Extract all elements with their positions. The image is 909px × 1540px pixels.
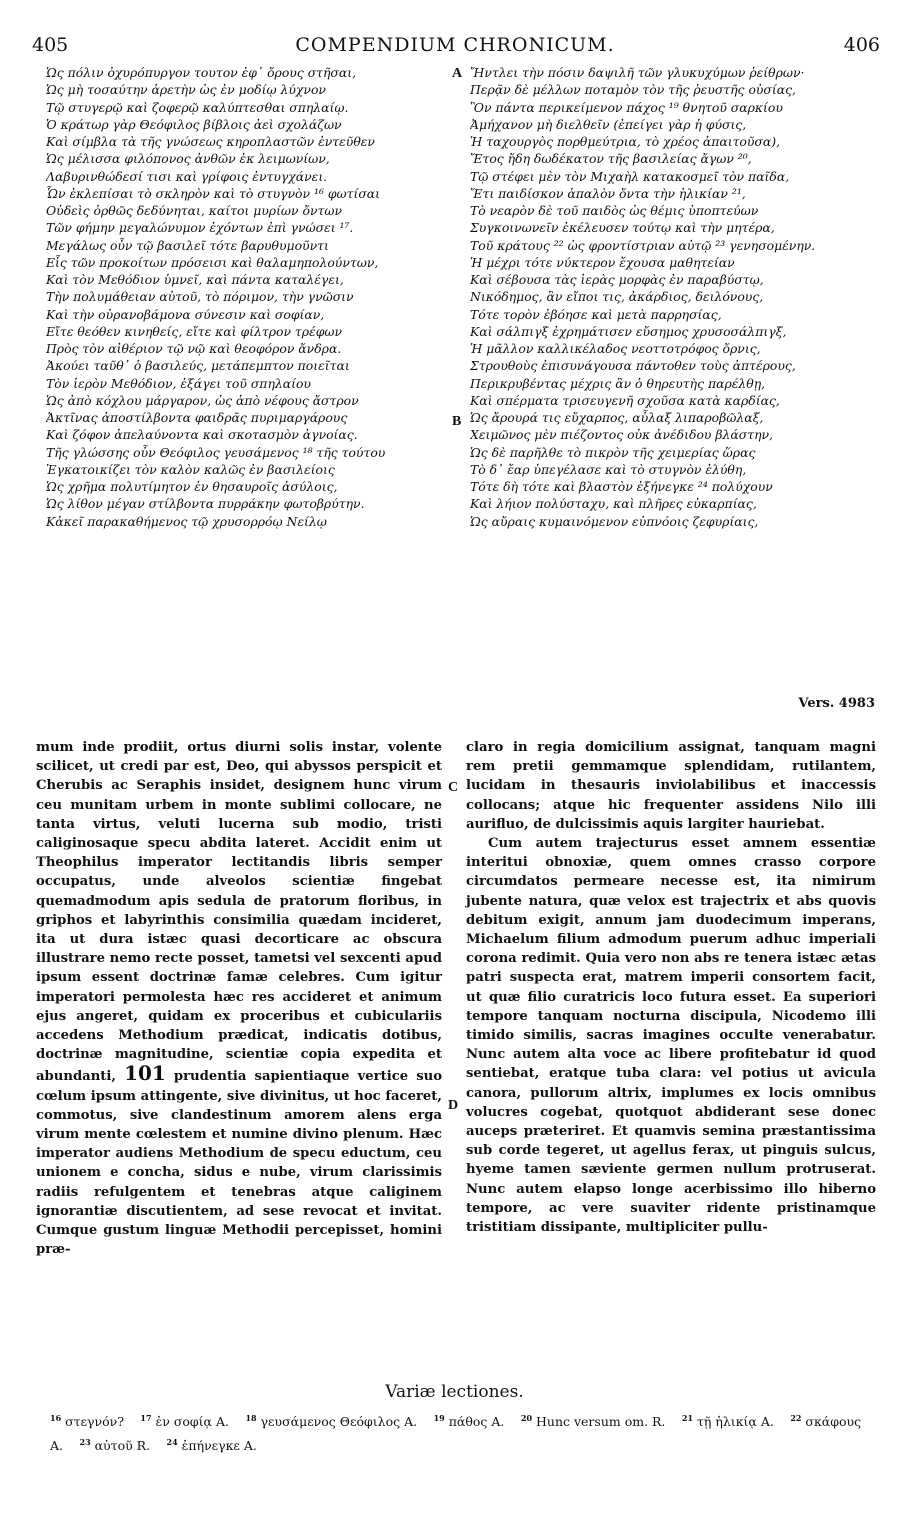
verse-line: Ὡς δὲ παρῆλθε τὸ πικρὸν τῆς χειμερίας ὥρας	[470, 444, 756, 460]
section-marker-c: C	[448, 780, 459, 795]
variant-text: σκάφους A.	[50, 1414, 862, 1454]
section-marker-d: D	[448, 1098, 459, 1113]
verse-line: Μεγάλως οὖν τῷ βασιλεῖ τότε βαρυθυμοῦντι	[46, 237, 329, 253]
verse-line: Ἀμήχανον μὴ διελθεῖν (ἐπείγει γὰρ ἡ φύσις,	[470, 116, 747, 132]
verse-line: Τότε τορὸν ἐβόησε καὶ μετὰ παρρησίας,	[470, 306, 722, 322]
verse-line: Ὡς ἄρουρά τις εὔχαρπος, αὖλαξ λιπαροβῶλαξ,	[470, 410, 764, 425]
variant-entry	[80, 1438, 151, 1453]
page-number-left: 405	[32, 34, 69, 56]
verse-line: Στρουθοὺς ἐπισυνάγουσα πάντοθεν τοὺς ἀπτέρους,	[470, 358, 796, 374]
verse-line: Ὡς ἀπὸ κόχλου μάργαρον, ὡς ἀπὸ νέφους ἄστρον	[46, 392, 359, 408]
verse-line: Τὴν πολυμάθειαν αὐτοῦ, τὸ πόριμον, τὴν γνῶσιν	[46, 289, 354, 305]
verse-line: Κἀκεῖ παρακαθήμενος τῷ χρυσορρόῳ Νείλῳ	[46, 513, 327, 529]
verse-line: Εἷς τῶν προκοίτων πρόσεισι καὶ θαλαμηπολούντων,	[46, 254, 379, 270]
variant-text: ἐν σοφίᾳ A.	[151, 1414, 229, 1430]
verse-line: Καὶ σέβουσα τὰς ἱερὰς μορφὰς ἐν παραβύστῳ,	[470, 272, 764, 287]
verse-line: Ἡ ταχουργὸς πορθμεύτρια, τὸ χρέος ἀπαιτοῦσα),	[470, 134, 781, 149]
latin-text: prudentia sapientiaque vertice suo cœlum ipsum attingente, sive divinitus, ut hoc faceret, commotus, sive clandestinum amorem alens erga virum mente cœlestem et numine divino plenum. Hæc imperator audiens Methodium de specu eductum, ceu unionem e concha, sidus e nube, virum clarissimis radiis refulgentem et tenebras atque caliginem ignorantiæ discutientem, ad sese revocat et invitat. Cumque gustum linguæ Methodii percepisset, homini præ-	[36, 1069, 443, 1258]
variant-text: γευσάμενος Θεόφιλος A.	[256, 1414, 418, 1430]
running-title: COMPENDIUM CHRONICUM.	[295, 34, 615, 56]
verse-line: Τὸν ἱερὸν Μεθόδιον, ἐξάγει τοῦ σπηλαίου	[46, 375, 311, 391]
greek-verse-right-column	[470, 64, 880, 530]
verse-line: Ὧν ἐκλεπίσαι τὸ σκληρὸν καὶ τὸ στυγνὸν ¹⁶ φωτίσαι	[46, 185, 381, 201]
verse-line: Ἤντλει τὴν πόσιν δαψιλῆ τῶν γλυκυχύμων ῥείθρων·	[470, 65, 805, 80]
verse-line: Τῶν φήμην μεγαλώνυμον ἐχόντων ἐπὶ γνώσει ¹⁷.	[46, 220, 354, 236]
verse-line: Ὡς χρῆμα πολυτίμητον ἐν θησαυροῖς ἀσύλοις,	[46, 479, 338, 494]
verse-line: Περικρυβέντας μέχρις ἂν ὁ θηρευτὴς παρέλθῃ,	[470, 375, 766, 391]
verse-line: Ἐγκατοικίζει τὸν καλὸν καλῶς ἐν βασιλείοις	[46, 461, 335, 477]
verse-line: Συγκοινωνεῖν ἐκέλευσεν τούτῳ καὶ τὴν μητέρα,	[470, 220, 775, 236]
variant-number: 21	[681, 1413, 694, 1423]
variant-readings	[50, 1408, 870, 1456]
verse-line: Ὡς πόλιν ὀχυρόπυργον τουτον ἐφ᾽ ὄρους στῆσαι,	[46, 65, 357, 80]
verse-line: Τὸ νεαρὸν δὲ τοῦ παιδὸς ὡς θέμις ὑποπτεύων	[470, 203, 759, 218]
greek-verse-left-column	[46, 64, 456, 530]
variant-text: ἐπήνεγκε A.	[177, 1438, 257, 1454]
verse-line: Καὶ τὴν οὐρανοβάμονα σύνεσιν καὶ σοφίαν,	[46, 306, 325, 322]
verse-line: Καὶ λήιον πολύσταχυ, καὶ πλῆρες εὐκαρπίας,	[470, 496, 757, 512]
verse-line: Ὁ κράτωρ γὰρ Θεόφιλος βίβλοις ἀεὶ σχολάζων	[46, 116, 342, 132]
variant-entry	[140, 1414, 229, 1429]
variants-heading: Variæ lectiones.	[385, 1382, 524, 1402]
variant-number: 18	[245, 1413, 257, 1423]
verse-line: Νικόδημος, ἂν εἴποι τις, ἀκάρδιος, δειλόνους,	[470, 289, 764, 305]
verse-count: Vers. 4983	[798, 696, 875, 711]
variant-number: 19	[433, 1413, 445, 1423]
variant-number: 24	[166, 1437, 178, 1448]
verse-line: Καὶ σίμβλα τὰ τῆς γνώσεως κηροπλαστῶν ἐντεῦθεν	[46, 134, 375, 149]
variant-entry	[245, 1414, 417, 1429]
variant-number: 17	[140, 1413, 152, 1423]
verse-line: Ἀκτῖνας ἀποστίλβοντα φαιδρᾶς πυριμαργάρους	[46, 410, 348, 425]
verse-line: Χειμῶνος μὲν πιέζοντος οὐκ ἀνέδιδου βλάστην,	[470, 427, 773, 443]
verse-line: Ἡ μᾶλλον καλλικέλαδος νεοττοτρόφος ὄρνις,	[470, 341, 761, 356]
latin-paragraph	[36, 738, 442, 1259]
page-number-right: 406	[843, 34, 880, 56]
variant-number: 22	[790, 1413, 802, 1423]
verse-line: Τὸ δ᾽ ἔαρ ὑπεγέλασε καὶ τὸ στυγνὸν ἐλύθη,	[470, 461, 747, 477]
verse-line: Τοῦ κράτους ²² ὡς φροντίστριαν αὐτῷ ²³ γενησομένην.	[470, 237, 816, 253]
variant-entry	[167, 1438, 257, 1453]
variant-entry	[521, 1414, 666, 1429]
verse-line: Ἔτος ἤδη δωδέκατον τῆς βασιλείας ἄγων ²⁰,	[470, 151, 752, 167]
verse-line: Ὃν πάντα περικείμενον πάχος ¹⁹ θνητοῦ σαρκίου	[470, 99, 783, 115]
latin-text: mum inde prodiit, ortus diurni solis instar, volente scilicet, ut credi par est, Deo, qui abyssos perspicit et Cherubis ac Seraphis insidet, designem hunc virum ceu munitam urbem in monte sublimi collocare, ne tanta virtus, veluti lucerna sub modio, tristi caliginosaque specu abdita lateret. Accidit enim ut Theophilus imperator lectitandis libris semper occupatus, unde alveolos scientiæ fingebat quemadmodum apis sedula de pratorum floribus, in griphos et labyrinthis consimilia quædam incideret, ita ut dura istæc quasi decorticare ac obscura illustrare nemo recte posset, tametsi vel sexcenti apud ipsum essent doctrinæ famæ celebres. Cum igitur imperatori permolesta hæc res accideret et animum ejus angeret, quidam ex proceribus et cubiculariis accedens Methodium prædicat, indicatis dotibus, doctrinæ magnitudine, scientiæ copia expedita et abundanti,	[36, 740, 442, 1085]
verse-line: Καὶ ζόφον ἀπελαύνοντα καὶ σκοτασμὸν ἀγνοίας.	[46, 427, 358, 443]
variant-number: 16	[50, 1413, 62, 1423]
variant-text: αὐτοῦ R.	[90, 1438, 151, 1454]
latin-prose-right-column	[466, 738, 876, 1237]
variant-number: 23	[79, 1437, 91, 1448]
verse-line: Τῷ στυγερῷ καὶ ζοφερῷ καλύπτεσθαι σπηλαίῳ.	[46, 99, 349, 115]
verse-line: Καὶ σάλπιγξ ἐχρημάτισεν εὔσημος χρυσοσάλπιγξ,	[470, 323, 787, 339]
verse-line: Εἴτε θεόθεν κινηθείς, εἴτε καὶ φίλτρον τρέφων	[46, 323, 343, 339]
section-marker-a: A	[452, 66, 463, 81]
latin-prose-left-column	[36, 738, 442, 1259]
variant-text: τῇ ἡλικίᾳ A.	[693, 1414, 774, 1430]
verse-line: Οὐδεὶς ὀρθῶς δεδύνηται, καίτοι μυρίων ὄντων	[46, 203, 342, 218]
latin-paragraph: Cum autem trajecturus esset amnem essentiæ interitui obnoxiæ, quem omnes crasso corpore circumdatos permeare necesse est, ita nimirum jubente natura, quæ velox est trajectrix et abs quovis debitum exigit, annum jam duodecimum imperans, Michaelum filium admodum puerum adhuc imperiali corona redimit. Quia vero non abs re tenera istæc ætas patri suspecta erat, matrem imperii consortem facit, ut quæ filio curatricis loco futura esset. Ea superiori tempore tanquam nocturna discipula, Nicodemo illi timido similis, sacras imagines occulte venerabatur. Nunc autem alta voce ac libere profitebatur id quod sentiebat, eratque tuba clara: vel potius ut avicula canora, pullorum altrix, implumes ex locis omnibus volucres cogebat, quotquot abdiderant sese donec auceps præteriret. Et quamvis semina præstantissima sub corde tegeret, ut agellus ferax, ut pinguis sulcus, hyeme tamen sæviente germen nullum protruserat. Nunc autem elapso longe acerbissimo illo hiberno tempore, ac vere suaviter ridente pristinamque tristitiam dissipante, multipliciter pullu-	[466, 836, 876, 1236]
variant-entry	[682, 1414, 774, 1429]
verse-line: Ὡς μὴ τοσαύτην ἀρετὴν ὡς ἐν μοδίῳ λύχνον	[46, 82, 326, 98]
page-header	[30, 34, 880, 60]
verse-line: Πρὸς τὸν αἰθέριον τῷ νῷ καὶ θεοφόρον ἄνδρα.	[46, 341, 342, 356]
verse-line: Καὶ τὸν Μεθόδιον ὑμνεῖ, καὶ πάντα καταλέγει,	[46, 272, 344, 287]
verse-line: Ὡς λίθον μέγαν στίλβοντα πυρράκην φωτοβρύτην.	[46, 496, 365, 512]
section-marker-b: B	[452, 414, 462, 429]
latin-paragraph: claro in regia domicilium assignat, tanquam magni rem pretii gemmamque splendidam, rutilantem, lucidam in thesauris inviolabilibus et inaccessis collocans; atque hic frequenter assidens Nilo illi aurifluo, de dulcissimis aquis largiter hauriebat.	[466, 740, 876, 832]
variant-entry	[50, 1414, 124, 1429]
verse-line: Λαβυρινθώδεσί τισι καὶ γρίφοις ἐντυγχάνει.	[46, 168, 328, 184]
verse-line: Ἀκούει ταῦθ᾽ ὁ βασιλεύς, μετάπεμπτον ποιεῖται	[46, 358, 350, 374]
verse-line: Τότε δὴ τότε καὶ βλαστὸν ἐξήνεγκε ²⁴ πολύχουν	[470, 479, 773, 494]
verse-line: Ὡς μέλισσα φιλόπονος ἀνθῶν ἐκ λειμωνίων,	[46, 151, 330, 167]
variant-text: Hunc versum om. R.	[532, 1414, 666, 1430]
variant-entry	[434, 1414, 505, 1429]
verse-line: Τῷ στέφει μὲν τὸν Μιχαὴλ κατακοσμεῖ τὸν παῖδα,	[470, 168, 790, 184]
variant-text: στεγνόν?	[61, 1414, 124, 1430]
verse-line: Ὡς αὔραις κυμαινόμενον εὐπνόοις ζεφυρίαις,	[470, 513, 759, 529]
verse-line: Τῆς γλώσσης οὖν Θεόφιλος γευσάμενος ¹⁸ τῆς τούτου	[46, 444, 386, 460]
page-number-inline: 101	[124, 1061, 166, 1086]
verse-line: Καὶ σπέρματα τρισευγενῆ σχοῦσα κατὰ καρδίας,	[470, 392, 780, 408]
verse-line: Ἡ μέχρι τότε νύκτερον ἔχουσα μαθητείαν	[470, 254, 735, 270]
verse-line: Ἔτι παιδίσκον ἁπαλὸν ὄντα τὴν ἡλικίαν ²¹,	[470, 185, 746, 201]
variant-text: πάθος A.	[444, 1414, 505, 1430]
verse-line: Περᾷν δὲ μέλλων ποταμὸν τὸν τῆς ῥευστῆς οὐσίας,	[470, 82, 796, 98]
variant-number: 20	[520, 1413, 533, 1423]
